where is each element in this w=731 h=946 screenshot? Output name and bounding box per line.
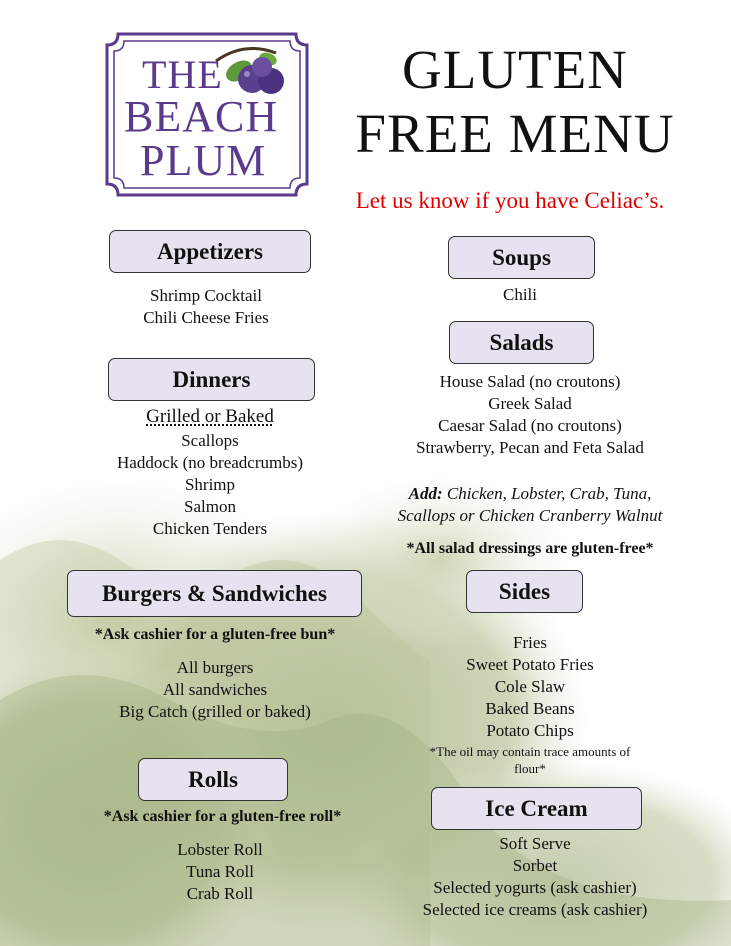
list-item: Sweet Potato Fries [466, 655, 594, 674]
list-item: Scallops [181, 431, 239, 450]
title-line-2: FREE MENU [355, 103, 675, 164]
dinners-subheader: Grilled or Baked [146, 406, 274, 427]
appetizers-list [100, 285, 312, 329]
gluten-free-bun-note: *Ask cashier for a gluten-free bun* [94, 626, 336, 643]
oil-note-line-2: flour* [514, 761, 546, 776]
add-options-line-2: Scallops or Chicken Cranberry Walnut [397, 506, 663, 525]
list-item: Caesar Salad (no croutons) [438, 416, 622, 435]
salads-list [370, 371, 690, 459]
dinners-header: Dinners [108, 358, 315, 401]
list-item: House Salad (no croutons) [439, 372, 621, 391]
list-item: Cole Slaw [494, 677, 566, 696]
ice-cream-list [395, 833, 675, 921]
burgers-sandwiches-header: Burgers & Sandwiches [67, 570, 362, 617]
list-item: Strawberry, Pecan and Feta Salad [416, 438, 644, 457]
list-item: Fries [513, 633, 547, 652]
list-item: Salmon [184, 497, 236, 516]
soups-header: Soups [448, 236, 595, 279]
salad-dressing-note: *All salad dressings are gluten-free* [406, 540, 654, 557]
list-item: All sandwiches [162, 680, 268, 699]
list-item: Crab Roll [186, 884, 254, 903]
list-item: Greek Salad [488, 394, 572, 413]
list-item: Shrimp Cocktail [150, 286, 262, 305]
logo-text-the: THE [142, 52, 223, 97]
list-item: Baked Beans [485, 699, 575, 718]
soups-list [420, 284, 620, 306]
list-item: Selected ice creams (ask cashier) [422, 900, 648, 919]
logo-text-plum: PLUM [140, 136, 267, 185]
salads-header: Salads [449, 321, 594, 364]
sides-list [420, 632, 640, 742]
add-options-line-1: Chicken, Lobster, Crab, Tuna, [442, 484, 652, 503]
burgers-list [60, 657, 370, 723]
list-item: Chili Cheese Fries [143, 308, 269, 327]
rolls-header: Rolls [138, 758, 288, 801]
page-title [330, 38, 700, 166]
celiac-notice: Let us know if you have Celiac’s. [355, 188, 665, 213]
gluten-free-roll-note: *Ask cashier for a gluten-free roll* [103, 808, 342, 825]
list-item: Chicken Tenders [152, 519, 268, 538]
rolls-list [120, 839, 320, 905]
oil-note-line-1: *The oil may contain trace amounts of [429, 744, 631, 759]
list-item: Selected yogurts (ask cashier) [433, 878, 637, 897]
list-item: All burgers [176, 658, 254, 677]
oil-trace-note [400, 743, 660, 777]
list-item: Tuna Roll [186, 862, 254, 881]
logo-text-beach: BEACH [124, 92, 279, 141]
list-item: Shrimp [184, 475, 236, 494]
salad-add-ons [360, 483, 700, 527]
list-item: Big Catch (grilled or baked) [119, 702, 311, 721]
dinners-list [85, 406, 335, 540]
title-line-1: GLUTEN [402, 39, 628, 100]
list-item: Potato Chips [486, 721, 574, 740]
list-item: Lobster Roll [177, 840, 263, 859]
beach-plum-logo [104, 31, 310, 198]
ice-cream-header: Ice Cream [431, 787, 642, 830]
list-item: Chili [502, 285, 537, 304]
list-item: Soft Serve [499, 834, 571, 853]
add-label: Add: [408, 484, 443, 503]
list-item: Haddock (no breadcrumbs) [117, 453, 303, 472]
appetizers-header: Appetizers [109, 230, 311, 273]
sides-header: Sides [466, 570, 583, 613]
list-item: Sorbet [512, 856, 558, 875]
